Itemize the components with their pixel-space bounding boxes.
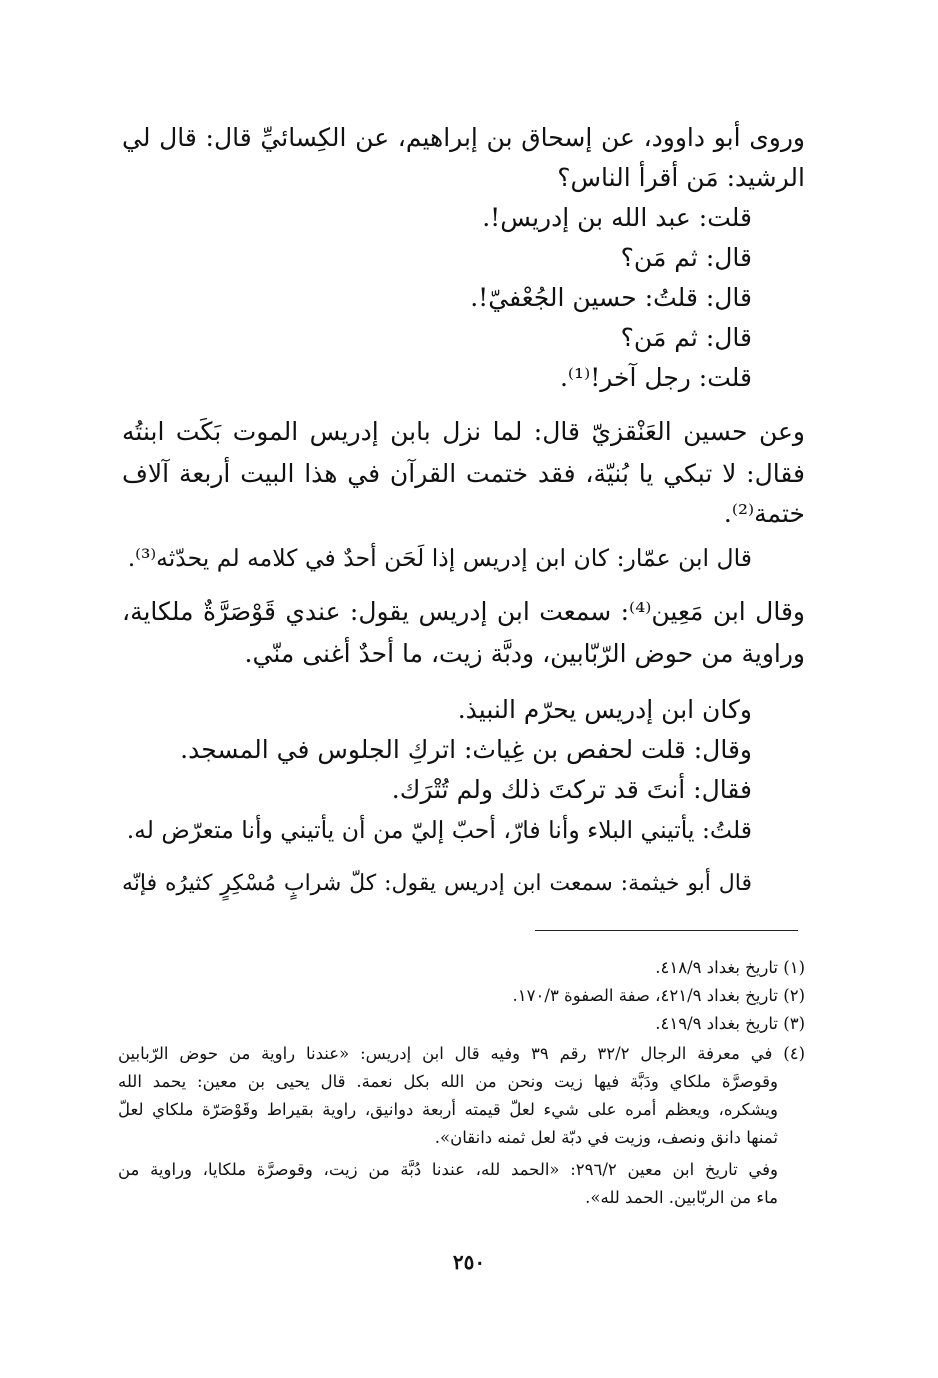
body-line-17: قلتُ: يأتيني البلاء وأنا فارّ، أحبّ إليّ من أن يأتيني وأنا متعرّض له. [126, 816, 752, 844]
body-line-4: قال: ثم مَن؟ [620, 243, 752, 272]
body-line-10: ختمة⁽²⁾. [723, 499, 805, 528]
footnote-1: (١) تاريخ بغداد ٤١٨/٩. [655, 958, 805, 977]
footnote-4-line-6: ماء من الربّابين. الحمد لله». [585, 1188, 778, 1207]
footnote-4-line-2: وقوصرَّة ملكاي ودَبَّة فيها زيت ونحن من الله بكل نعمة. قال يحيى بن معين: يحمد الله [118, 1072, 778, 1091]
body-line-9: فقال: لا تبكي يا بُنيّة، فقد ختمت القرآن في هذا البيت أربعة آلاف [122, 459, 805, 488]
footnote-3: (٣) تاريخ بغداد ٤١٩/٩. [655, 1014, 805, 1033]
body-line-16: فقال: أنتَ قد تركتَ ذلك ولم تُتْرَك. [391, 775, 752, 804]
page-number: ٢٥٠ [452, 1250, 486, 1274]
body-line-13: وراوية من حوض الرّبّابين، ودبَّة زيت، ما أحدٌ أغنى منّي. [244, 639, 805, 668]
body-line-5: قال: قلتُ: حسين الجُعْفيّ!. [470, 283, 752, 312]
body-line-7: قلت: رجل آخر!⁽¹⁾. [559, 363, 752, 392]
body-line-12: وقال ابن مَعِين⁽⁴⁾: سمعت ابن إدريس يقول: عندي قَوْصَرَّةٌ ملكاية، [122, 597, 805, 626]
body-line-15: وقال: قلت لحفص بن غِياث: اتركِ الجلوس في المسجد. [180, 735, 752, 764]
body-line-18: قال أبو خيثمة: سمعت ابن إدريس يقول: كلّ شرابٍ مُسْكِرٍ كثيرُه فإنّه [122, 871, 752, 896]
body-line-8: وعن حسين العَنْقزيّ قال: لما نزل بابن إدريس الموت بَكَت ابنتُه [122, 417, 805, 446]
footnote-4-line-1: (٤) في معرفة الرجال ٣٢/٢ رقم ٣٩ وفيه قال ابن إدريس: «عندنا راوية من حوض الرّبابين [118, 1044, 805, 1063]
body-line-14: وكان ابن إدريس يحرّم النبيذ. [457, 695, 752, 724]
body-line-2: الرشيد: مَن أقرأ الناس؟ [557, 163, 805, 192]
body-line-11: قال ابن عمّار: كان ابن إدريس إذا لَحَن أحدٌ في كلامه لم يحدّثه⁽³⁾. [127, 544, 752, 572]
footnote-4-line-3: ويشكره، ويعظم أمره على شيء لعلّ قيمته أربعة دوانيق، راوية بقيراط وقَوْصَرّة ملكاي لعلّ [118, 1100, 778, 1119]
footnote-2: (٢) تاريخ بغداد ٤٢١/٩، صفة الصفوة ١٧٠/٣. [512, 986, 805, 1005]
footnote-4-line-4: ثمنها دانق ونصف، وزيت في دبّة لعل ثمنه دانقان». [434, 1128, 778, 1147]
body-line-6: قال: ثم مَن؟ [620, 323, 752, 352]
body-line-1: وروى أبو داوود، عن إسحاق بن إبراهيم، عن الكِسائيِّ قال: قال لي [122, 123, 805, 152]
footnote-separator [535, 930, 798, 931]
footnote-4-line-5: وفي تاريخ ابن معين ٢٩٦/٢: «الحمد لله، عندنا دُبَّة من زيت، وقوصرَّة ملكايا، وراوية من [118, 1160, 778, 1179]
body-line-3: قلت: عبد الله بن إدريس!. [482, 203, 752, 232]
